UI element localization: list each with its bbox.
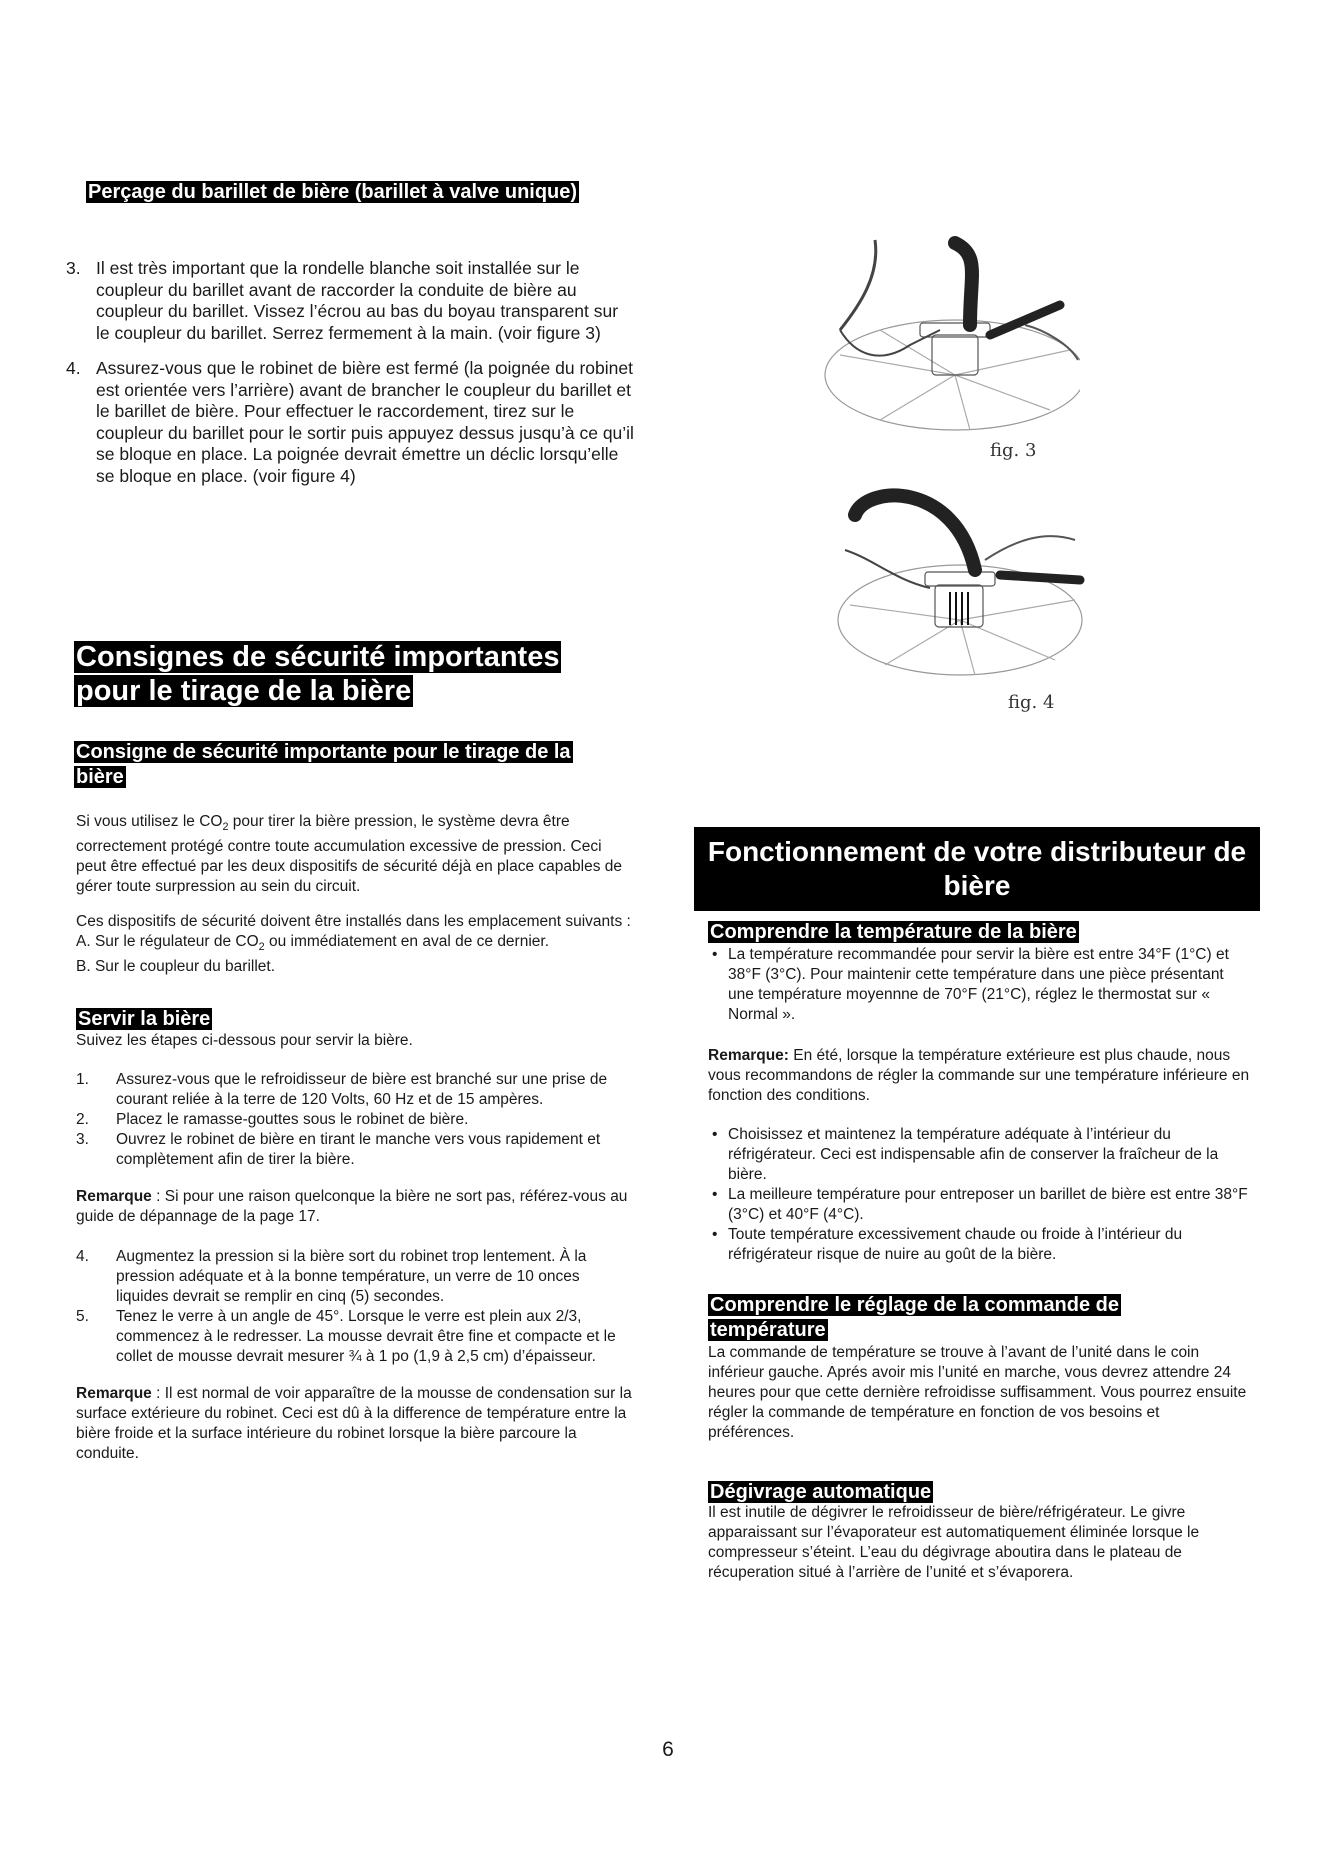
control-text-end: préférences. bbox=[708, 1424, 795, 1441]
serve-steps-list bbox=[76, 1070, 636, 1170]
defrost-text: Il est inutile de dégivrer le refroidisseur de bière/réfrigérateur. Le givre apparaissant sur l’évaporateur est automatiquement éliminée lorsque le compresseur s’éteint. L’eau du dégivrage aboutira dans le plateau de récuperation situé à l’arrière de l’unité et s’évaporera. bbox=[708, 1504, 1200, 1581]
figure-3-illustration bbox=[820, 235, 1080, 460]
remark-text: : Si pour une raison quelconque la bière ne sort pas, référez-vous au guide de dépannage de la page 17. bbox=[76, 1188, 628, 1225]
safety-subtitle: Consigne de sécurité importante pour le tirage de la bière bbox=[76, 741, 571, 788]
remark-text: : Il est normal de voir apparaître de la mousse de condensation sur la surface extérieure du robinet. Ceci est dû à la difference de température entre la bière froide et la surface intérieure du robinet lorsque la bière parcoure la conduite. bbox=[76, 1385, 632, 1462]
co2-paragraph bbox=[76, 812, 636, 897]
serve-steps-list-2 bbox=[76, 1247, 636, 1367]
remark-1 bbox=[76, 1187, 636, 1227]
defrost-heading: Dégivrage automatique bbox=[710, 1481, 932, 1503]
list-item bbox=[76, 1247, 636, 1307]
device-b: B. Sur le coupleur du barillet. bbox=[76, 958, 276, 976]
control-heading-block bbox=[708, 1293, 1178, 1343]
figure-4-label: fig. 4 bbox=[1008, 692, 1055, 713]
temp-heading-block bbox=[708, 920, 1228, 945]
remark-label: Remarque: bbox=[708, 1047, 789, 1064]
step-number: 4. bbox=[76, 1248, 89, 1265]
page-number: 6 bbox=[662, 1738, 674, 1761]
step-number: 1. bbox=[76, 1071, 89, 1088]
co2-subscript: 2 bbox=[258, 941, 265, 954]
step-text: Assurez-vous que le robinet de bière est fermé (la poignée du robinet est orientée vers l’arrière) avant de brancher le coupleur du barillet et le barillet de bière. Pour effectuer le raccordement, tirez sur le coupleur du barillet pour le sortir puis appuyez dessus jusqu’à ce qu’il se bloque en place. La poignée devrait émettre un déclic lorsqu’elle se bloque en place. (voir figure 4) bbox=[96, 358, 634, 486]
step-text: Placez le ramasse-gouttes sous le robinet de bière. bbox=[116, 1111, 469, 1128]
serve-heading-block bbox=[76, 1007, 212, 1032]
co2-text-end: pour tirer la bière pression, le système devra être correctement protégé contre toute accumulation excessive de pression. Ceci peut être effectué par les deux dispositifs de sécurité déjà en place capables de gérer toute surpression au sein du circuit. bbox=[76, 813, 623, 896]
remark-label: Remarque bbox=[76, 1188, 152, 1205]
list-item bbox=[76, 1070, 636, 1110]
figure-4-illustration bbox=[835, 480, 1085, 695]
step-text: Assurez-vous que le refroidisseur de bière est branché sur une prise de courant reliée à la terre de 120 Volts, 60 Hz et de 15 ampères. bbox=[116, 1071, 608, 1108]
top-heading: Perçage du barillet de bière (barillet à valve unique) bbox=[88, 181, 578, 203]
step-text: Il est très important que la rondelle blanche soit installée sur le coupleur du barillet avant de raccorder la conduite de bière au coupleur du barillet. Vissez l’écrou au bas du boyau transparent sur le coupleur du barillet. Serrez fermement à la main. (voir figure 3) bbox=[96, 258, 619, 343]
list-item bbox=[66, 358, 636, 487]
remark-3 bbox=[708, 1046, 1253, 1106]
top-heading-block bbox=[86, 180, 646, 205]
devices-intro: Ces dispositifs de sécurité doivent être installés dans les emplacement suivants : bbox=[76, 913, 631, 930]
device-a-start: A. Sur le régulateur de CO bbox=[76, 933, 259, 950]
control-heading: Comprendre le réglage de la commande de température bbox=[710, 1294, 1120, 1341]
defrost-heading-block bbox=[708, 1480, 933, 1505]
temp-bullets bbox=[708, 945, 1248, 1025]
co2-subscript: 2 bbox=[222, 821, 229, 834]
remark-2 bbox=[76, 1384, 636, 1464]
serve-heading: Servir la bière bbox=[78, 1008, 211, 1030]
device-a bbox=[76, 932, 636, 957]
figure-3-label: fig. 3 bbox=[990, 440, 1037, 461]
step-number: 3. bbox=[76, 1131, 89, 1148]
step-number: 5. bbox=[76, 1308, 89, 1325]
temp-bullets-2 bbox=[708, 1125, 1248, 1265]
safety-title: Consignes de sécurité importantes pour le tirage de la bière bbox=[76, 641, 560, 707]
list-item bbox=[66, 258, 636, 344]
list-item bbox=[76, 1110, 636, 1130]
device-a-end: ou immédiatement en aval de ce dernier. bbox=[264, 933, 550, 950]
operation-title: Fonctionnement de votre distributeur de bière bbox=[694, 827, 1260, 911]
step-text: Augmentez la pression si la bière sort du robinet trop lentement. À la pression adéquate et à la bonne température, un verre de 10 onces liquides devrait se remplir en cinq (5) secondes. bbox=[116, 1248, 587, 1305]
safety-sub-block bbox=[74, 740, 614, 790]
temp-heading: Comprendre la température de la bière bbox=[710, 921, 1077, 943]
step-number: 2. bbox=[76, 1111, 89, 1128]
step-text: Ouvrez le robinet de bière en tirant le manche vers vous rapidement et complètement afin de tirer la bière. bbox=[116, 1131, 601, 1168]
safety-title-block bbox=[74, 640, 614, 708]
serve-intro: Suivez les étapes ci-dessous pour servir la bière. bbox=[76, 1032, 413, 1049]
step-number: 3. bbox=[66, 258, 81, 278]
list-item bbox=[76, 1307, 636, 1367]
control-text-block bbox=[708, 1343, 1253, 1443]
list-item: • La meilleure température pour entreposer un barillet de bière est entre 38°F (3°C) et 40°F (4°C). bbox=[708, 1185, 1248, 1225]
list-item: • Choisissez et maintenez la température adéquate à l’intérieur du réfrigérateur. Ceci est indispensable afin de conserver la fraîcheur de la bière. bbox=[708, 1125, 1248, 1185]
list-item: • La température recommandée pour servir la bière est entre 34°F (1°C) et 38°F (3°C). Pour maintenir cette température dans une pièce présentant une température moyennne de 70°F (21°C), réglez le thermostat sur « Normal ». bbox=[708, 945, 1248, 1025]
remark-text: En été, lorsque la température extérieure est plus chaude, nous vous recommandons de régler la commande sur une température inférieure en fonction des conditions. bbox=[708, 1047, 1250, 1104]
step-number: 4. bbox=[66, 358, 81, 378]
remark-label: Remarque bbox=[76, 1385, 152, 1402]
list-item bbox=[76, 1130, 636, 1170]
step-text: Tenez le verre à un angle de 45°. Lorsque le verre est plein aux 2/3, commencez à le redresser. La mousse devrait être fine et compacte et le collet de mousse devrait mesurer ¾ à 1 po (1,9 à 2,5 cm) d’épaisseur. bbox=[116, 1308, 616, 1365]
devices-block bbox=[76, 912, 636, 977]
list-item: • Toute température excessivement chaude ou froide à l’intérieur du réfrigérateur risque de nuire au goût de la bière. bbox=[708, 1225, 1248, 1265]
control-text: La commande de température se trouve à l’avant de l’unité dans le coin inférieur gauche. Aprés avoir mis l’unité en marche, vous devrez attendre 24 heures pour que cette dernière refroidisse suffisamment. Vous pourrez ensuite régler la commande de température en fonction de vos besoins et bbox=[708, 1344, 1247, 1421]
co2-text-start: Si vous utilisez le CO bbox=[76, 813, 223, 830]
top-steps-list bbox=[66, 258, 636, 487]
